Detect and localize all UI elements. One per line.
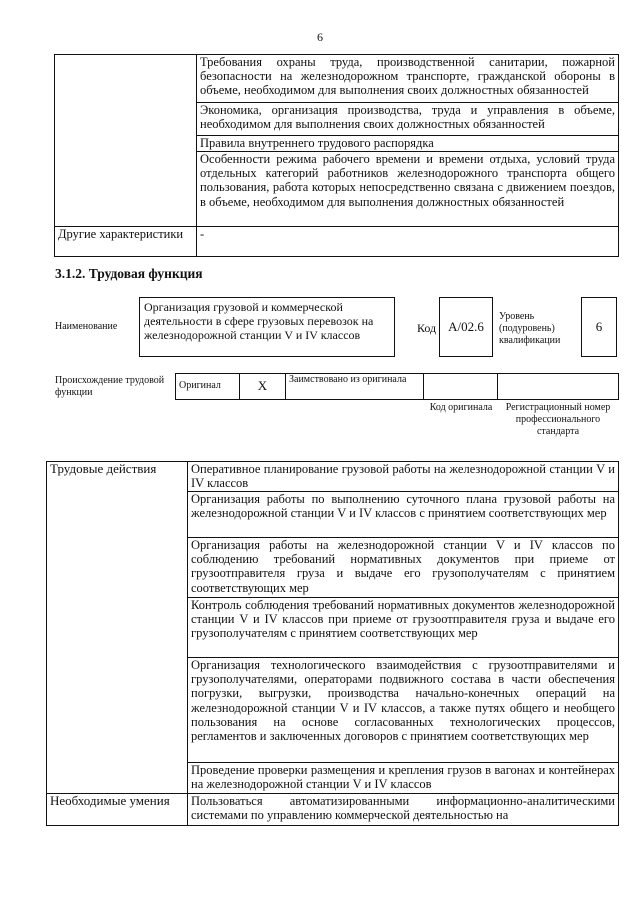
table-row — [47, 794, 619, 826]
code-label: Код — [417, 321, 437, 335]
table-row — [47, 462, 619, 492]
level-value-box — [581, 297, 617, 357]
empty-cell — [424, 374, 498, 400]
table-cell: Организация работы по выполнению суточного плана грузовой работы на железнодорожной станции V и IV классов с принятием соответствующих мер — [188, 492, 619, 538]
table-cell: Проведение проверки размещения и крепления грузов в вагонах и контейнерах на железнодорожной станции V и IV классов — [188, 763, 619, 794]
table-cell-left — [55, 55, 197, 227]
function-name-box — [139, 297, 395, 357]
table-cell: Оперативное планирование грузовой работы на железнодорожной станции V и IV классов — [188, 462, 619, 492]
origin-label: Происхождение трудовой функции — [55, 375, 165, 398]
table-cell: Экономика, организация производства, труда и управления в объеме, необходимом для выполнения своих должностных обязанностей — [197, 103, 619, 136]
table-cell: Контроль соблюдения требований нормативных документов железнодорожной станции V и IV классов при приеме от грузоотправителя груза и выдаче его грузополучателям с принятием соответствующих мер — [188, 598, 619, 658]
section-heading: 3.1.2. Трудовая функция — [55, 266, 203, 281]
empty-cell — [498, 374, 619, 400]
borrowed-label: Заимствовано из оригинала — [286, 374, 424, 400]
knowledge-table — [54, 54, 619, 257]
original-label: Оригинал — [176, 374, 240, 400]
code-value-box — [439, 297, 493, 357]
function-name-value: Организация грузовой и коммерческой деятельности в сфере грузовых перевозок на железнодорожной станции V и IV классов — [144, 300, 374, 342]
table-row — [55, 227, 619, 257]
table-cell: Требования охраны труда, производственной санитарии, пожарной безопасности на железнодорожном транспорте, гражданской обороны в объеме, необходимом для выполнения своих должностных обязанностей — [197, 55, 619, 103]
level-value: 6 — [595, 319, 603, 334]
name-label: Наименование — [55, 321, 118, 332]
level-label: Уровень (подуровень) квалификации — [499, 311, 561, 346]
code-original-label: Код оригинала — [429, 402, 493, 413]
table-cell: Правила внутреннего трудового распорядка — [197, 136, 619, 152]
table-row — [55, 55, 619, 103]
section-label-skills: Необходимые умения — [47, 794, 188, 826]
table-cell: Особенности режима рабочего времени и времени отдыха, условий труда отдельных категорий работников железнодорожного транспорта общего пользования, работа которых непосредственно связана с движением поездов, в объеме, необходимом для выполнения должностных обязанностей — [197, 152, 619, 227]
table-row — [176, 374, 619, 400]
section-label-actions: Трудовые действия — [47, 462, 188, 794]
page-number: 6 — [317, 30, 323, 44]
table-cell: Организация технологического взаимодействия с грузоотправителями и грузополучателями, операторами подвижного состава в части обеспечения погрузки, выгрузки, производства начально-конечных операций на железнодорожной станции V и IV классов, а также путях общего и необщего пользования на основе согласованных технологических процессов, регламентов и заключенных договоров с принятием соответствующих мер — [188, 658, 619, 763]
table-cell: Пользоваться автоматизированными информационно-аналитическими системами по управлению коммерческой деятельностью на — [188, 794, 619, 826]
code-value: А/02.6 — [448, 319, 484, 334]
origin-table — [175, 373, 619, 400]
reg-number-label: Регистрационный номер профессионального стандарта — [505, 402, 611, 437]
original-mark: X — [240, 374, 286, 400]
main-table — [46, 461, 619, 826]
table-cell-label: Другие характеристики — [55, 227, 197, 257]
table-cell: Организация работы на железнодорожной станции V и IV классов по соблюдению требований нормативных документов при приеме от грузоотправителя груза и выдаче его грузополучателям с принятием соответствующих мер — [188, 538, 619, 598]
table-cell: - — [197, 227, 619, 257]
